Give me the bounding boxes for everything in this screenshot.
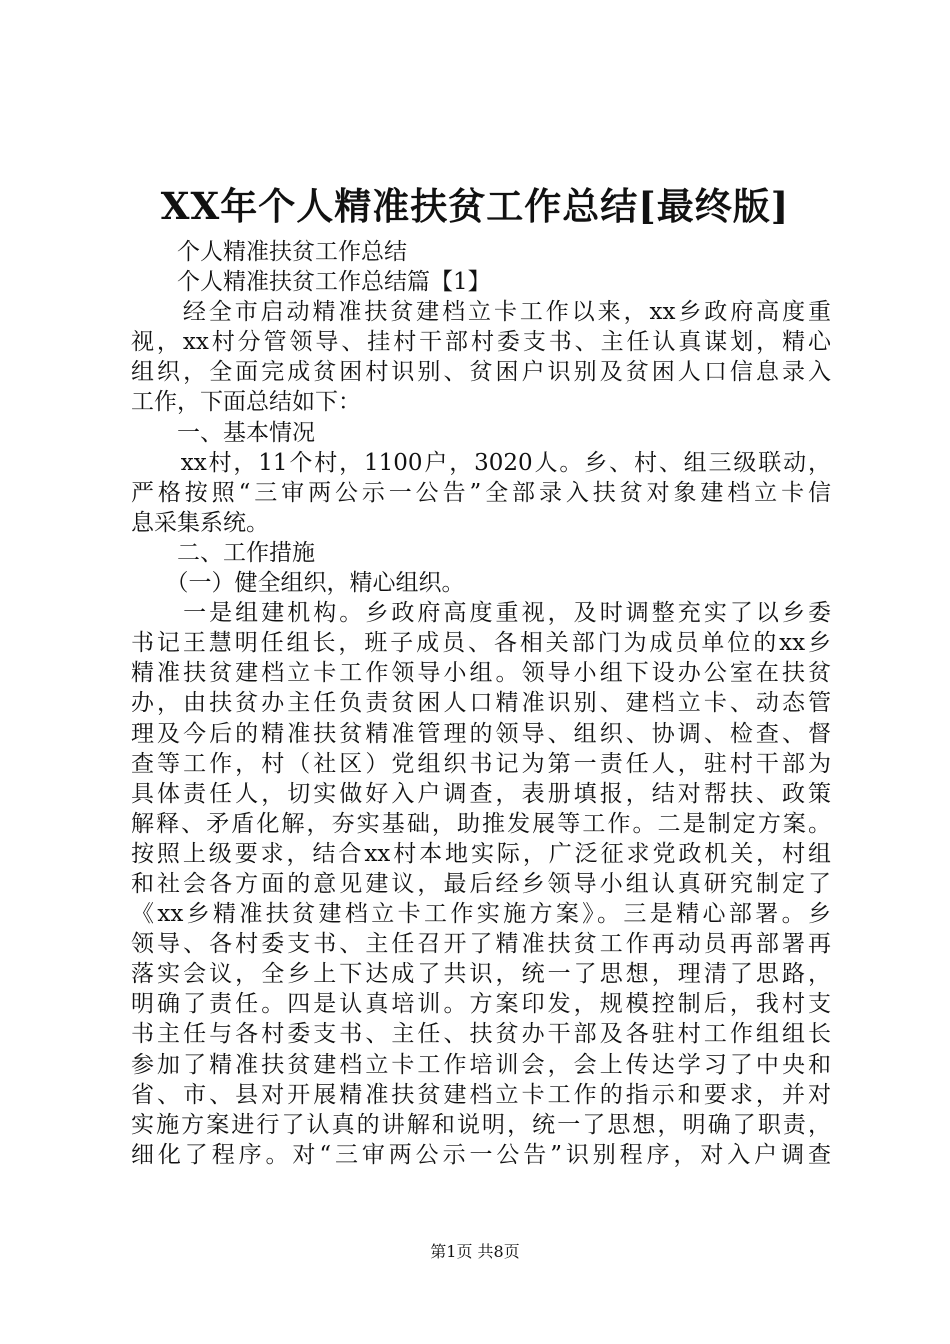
body-line: 精准扶贫建档立卡工作领导小组。领导小组下设办公室在扶贫 <box>131 660 831 687</box>
body-line: 工作，下面总结如下： <box>131 389 361 416</box>
body-line: 明确了责任。四是认真培训。方案印发，规模控制后，我村支 <box>131 991 831 1018</box>
body-line: 一、基本情况 <box>131 419 315 446</box>
body-line: 息采集系统。 <box>131 509 269 536</box>
body-line: 书主任与各村委支书、主任、扶贫办干部及各驻村工作组组长 <box>131 1021 831 1048</box>
body-line: 一是组建机构。乡政府高度重视，及时调整充实了以乡委 <box>131 600 831 627</box>
body-line: 经全市启动精准扶贫建档立卡工作以来，xx乡政府高度重 <box>131 299 831 326</box>
body-line: 参加了精准扶贫建档立卡工作培训会，会上传达学习了中央和 <box>131 1051 831 1078</box>
body-line: 《xx乡精准扶贫建档立卡工作实施方案》。三是精心部署。乡 <box>131 901 831 928</box>
body-line: 二、工作措施 <box>131 539 315 566</box>
body-line: 个人精准扶贫工作总结 <box>131 239 407 265</box>
body-line: 按照上级要求，结合xx村本地实际，广泛征求党政机关，村组 <box>131 840 831 867</box>
body-line: （一）健全组织，精心组织。 <box>131 570 465 597</box>
body-line: 视，xx村分管领导、挂村干部村委支书、主任认真谋划，精心 <box>131 329 831 356</box>
body-line: 解释、矛盾化解，夯实基础，助推发展等工作。二是制定方案。 <box>131 810 831 837</box>
body-line: 实施方案进行了认真的讲解和说明，统一了思想，明确了职责， <box>131 1111 831 1138</box>
body-line: 省、市、县对开展精准扶贫建档立卡工作的指示和要求，并对 <box>131 1081 831 1108</box>
body-line: 理及今后的精准扶贫精准管理的领导、组织、协调、检查、督 <box>131 720 831 747</box>
body-line: 组织，全面完成贫困村识别、贫困户识别及贫困人口信息录入 <box>131 359 831 386</box>
document-title: XX年个人精准扶贫工作总结[最终版] <box>160 184 790 228</box>
body-line: 严格按照“三审两公示一公告”全部录入扶贫对象建档立卡信 <box>131 479 831 506</box>
body-line: 办，由扶贫办主任负责贫困人口精准识别、建档立卡、动态管 <box>131 690 831 717</box>
body-line: 和社会各方面的意见建议，最后经乡领导小组认真研究制定了 <box>131 870 831 897</box>
body-line: 落实会议，全乡上下达成了共识，统一了思想，理清了思路， <box>131 961 831 988</box>
body-line: 具体责任人，切实做好入户调查，表册填报，结对帮扶、政策 <box>131 780 831 807</box>
body-line: xx村，11个村，1100户，3020人。乡、村、组三级联动， <box>131 449 831 476</box>
body-line: 查等工作，村（社区）党组织书记为第一责任人，驻村干部为 <box>131 750 831 777</box>
document-body <box>131 237 831 1170</box>
body-line: 个人精准扶贫工作总结篇【1】 <box>131 269 491 296</box>
page-footer: 第1页 共8页 <box>430 1242 520 1261</box>
body-line: 领导、各村委支书、主任召开了精准扶贫工作再动员再部署再 <box>131 931 831 958</box>
body-line: 书记王慧明任组长，班子成员、各相关部门为成员单位的xx乡 <box>131 630 831 657</box>
body-line: 细化了程序。对“三审两公示一公告”识别程序，对入户调查 <box>131 1141 831 1168</box>
